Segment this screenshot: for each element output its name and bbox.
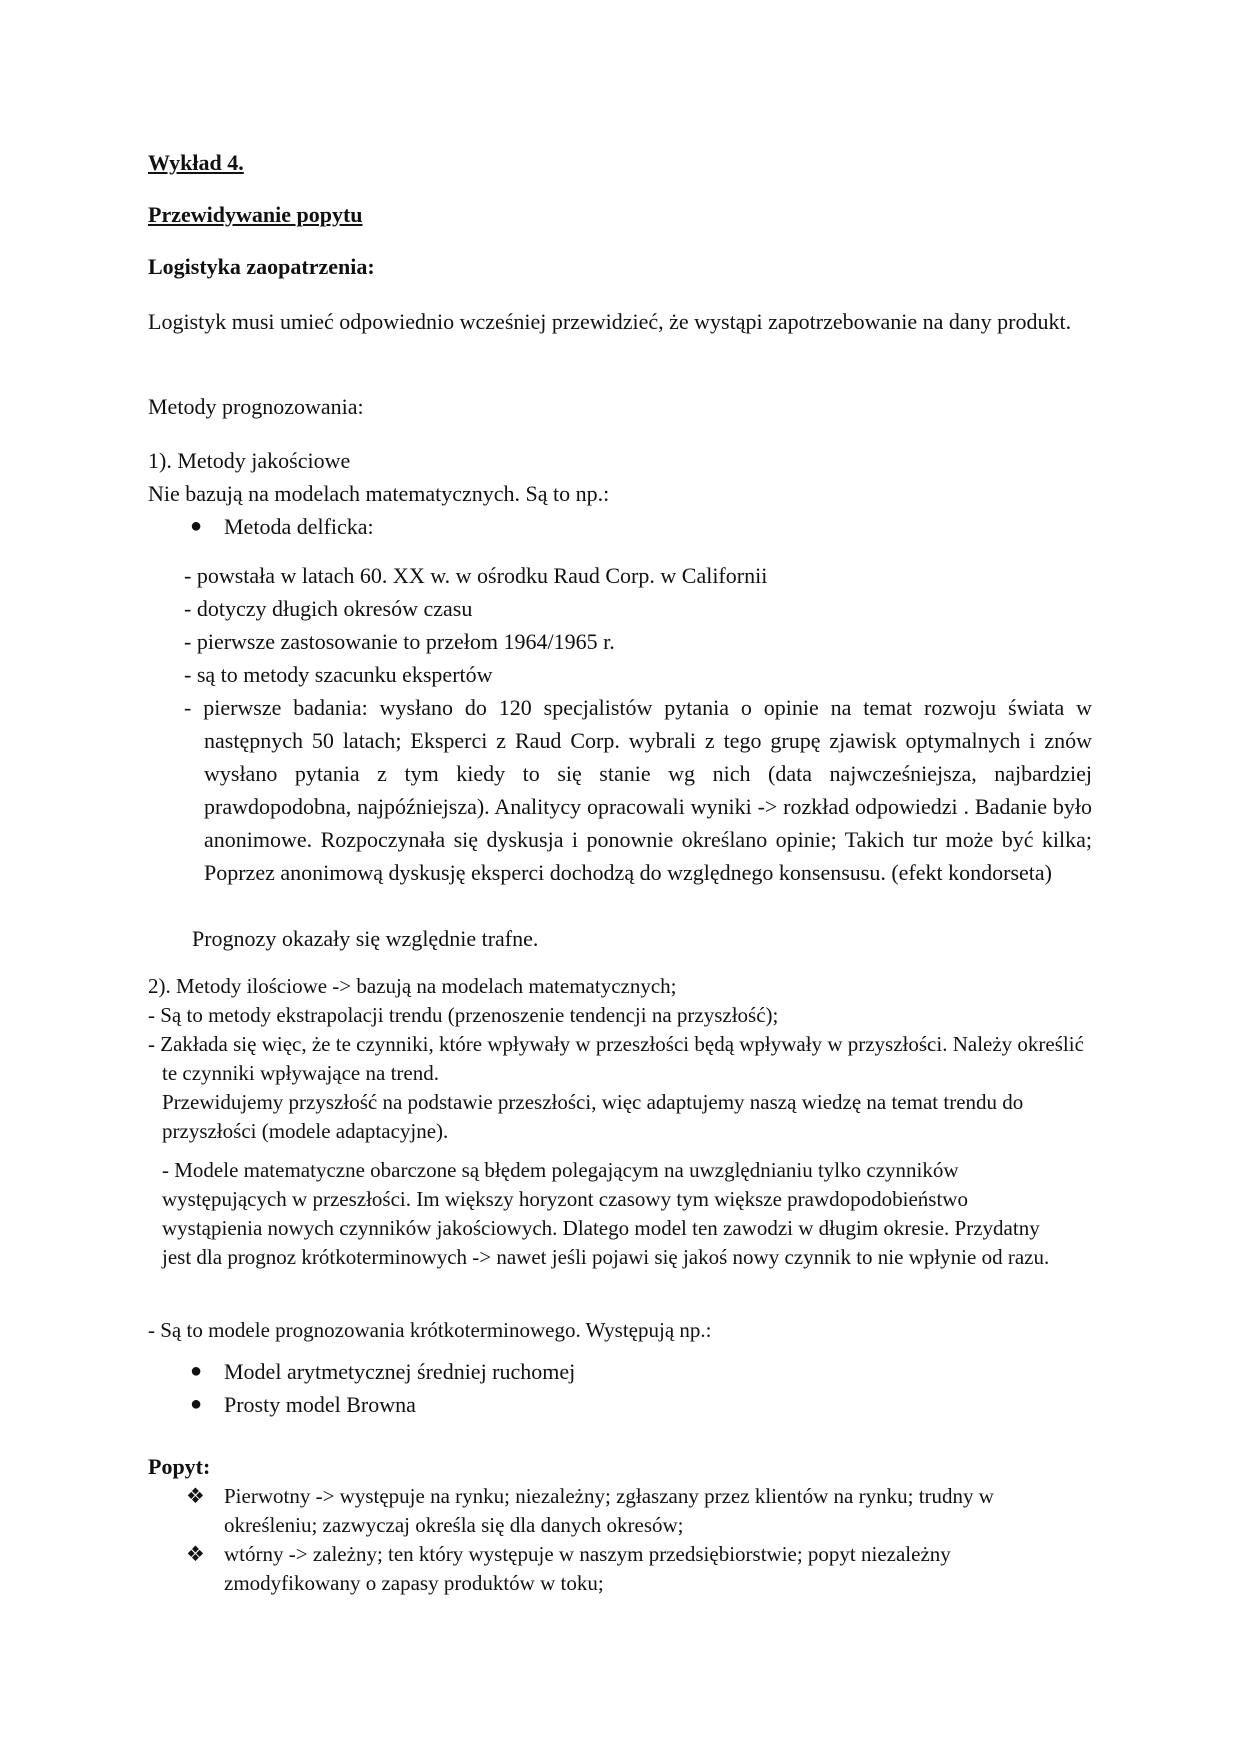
bullet-text: Pierwotny -> występuje na rynku; niezależny; zgłaszany przez klientów na rynku; trudny w określeniu; zazwyczaj określa się dla danych okresów;	[224, 1484, 994, 1537]
list-item	[148, 1482, 1092, 1540]
list-item: - dotyczy długich okresów czasu	[184, 596, 473, 621]
quantitative-item: - Modele matematyczne obarczone są błędem polegającym na uwzględnianiu tylko czynników występujących w przeszłości. Im większy horyzont czasowy tym większe prawdopodobieństwo wystąpienia nowych czynników jakościowych. Dlatego model ten zawodzi w długim okresie. Przydatny jest dla prognoz krótkoterminowych -> nawet jeśli pojawi się jakoś nowy czynnik to nie wpłynie od razu.	[162, 1158, 1050, 1269]
quantitative-item: - Zakłada się więc, że te czynniki, które wpływały w przeszłości będą wpływały w przyszłości. Należy określić te czynniki wpływające na trend.	[148, 1032, 1084, 1085]
bullet-icon: ●	[190, 515, 203, 537]
qualitative-heading: 1). Metody jakościowe	[148, 448, 351, 473]
document-title: Przewidywanie popytu	[148, 202, 363, 227]
diamond-bullet-icon: ❖	[186, 1484, 205, 1508]
delphi-conclusion: Prognozy okazały się względnie trafne.	[192, 926, 539, 951]
list-item	[148, 1355, 1092, 1388]
quantitative-heading: 2). Metody ilościowe -> bazują na modelach matematycznych;	[148, 974, 677, 998]
models-bullet-list	[148, 1355, 1092, 1421]
demand-list	[148, 1482, 1092, 1598]
diamond-bullet-icon: ❖	[186, 1542, 205, 1566]
qualitative-description: Nie bazują na modelach matematycznych. Są to np.:	[148, 481, 610, 506]
delphi-details-list	[184, 559, 1092, 889]
intro-paragraph: Logistyk musi umieć odpowiednio wcześniej przewidzieć, że wystąpi zapotrzebowanie na dany produkt.	[148, 309, 1072, 334]
demand-heading: Popyt:	[148, 1454, 211, 1479]
list-item	[148, 1540, 1092, 1598]
section-heading: Logistyka zaopatrzenia:	[148, 254, 375, 279]
list-item: - pierwsze badania: wysłano do 120 specjalistów pytania o opinie na temat rozwoju świata w następnych 50 latach; Eksperci z Raud Corp. wybrali z tego grupę zjawisk optymalnych i znów wysłano pytania z tym kiedy to się stanie wg nich (data najwcześniejsza, najbardziej prawdopodobna, najpóźniejsza). Analitycy opracowali wyniki -> rozkład odpowiedzi . Badanie było anonimowe. Rozpoczynała się dyskusja i ponownie określano opinie; Takich tur może być kilka; Poprzez anonimową dyskusję eksperci dochodzą do względnego konsensusu. (efekt kondorseta)	[184, 695, 1092, 885]
list-item	[148, 510, 1092, 543]
quantitative-item-continuation: Przewidujemy przyszłość na podstawie przeszłości, więc adaptujemy naszą wiedzę na temat trendu do przyszłości (modele adaptacyjne).	[162, 1090, 1024, 1143]
list-item: - są to metody szacunku ekspertów	[184, 662, 493, 687]
lecture-heading: Wykład 4.	[148, 150, 244, 175]
list-item	[148, 1388, 1092, 1421]
quantitative-item: - Są to metody ekstrapolacji trendu (przenoszenie tendencji na przyszłość);	[148, 1003, 779, 1027]
bullet-icon: ●	[190, 1393, 203, 1415]
bullet-text: wtórny -> zależny; ten który występuje w naszym przedsiębiorstwie; popyt niezależny zmodyfikowany o zapasy produktów w toku;	[224, 1542, 951, 1595]
list-item: - powstała w latach 60. XX w. w ośrodku Raud Corp. w Californii	[184, 563, 768, 588]
methods-heading: Metody prognozowania:	[148, 394, 364, 419]
delphi-bullet-list	[148, 510, 1092, 543]
list-item: - pierwsze zastosowanie to przełom 1964/1965 r.	[184, 629, 615, 654]
bullet-icon: ●	[190, 1360, 203, 1382]
bullet-text: Model arytmetycznej średniej ruchomej	[224, 1359, 576, 1384]
quantitative-item: - Są to modele prognozowania krótkoterminowego. Występują np.:	[148, 1318, 712, 1342]
bullet-text: Prosty model Browna	[224, 1392, 416, 1417]
bullet-text: Metoda delficka:	[224, 514, 374, 539]
